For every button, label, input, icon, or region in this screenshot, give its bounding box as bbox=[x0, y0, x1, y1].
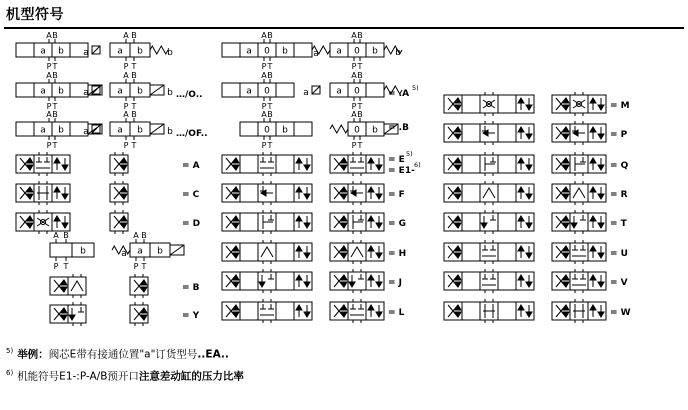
spool-cell-label: a bbox=[40, 125, 46, 136]
footnote-6-emphasis: 注意差动缸的压力比率 bbox=[138, 370, 244, 382]
port-p-label: P bbox=[261, 102, 267, 111]
port-p-label: P bbox=[261, 62, 267, 71]
flow-arrow-head bbox=[296, 246, 302, 251]
solenoid-a-label: a bbox=[83, 88, 89, 98]
flow-arrow-head bbox=[376, 282, 382, 287]
flow-arrow-head bbox=[376, 165, 382, 170]
spool-code-col3-2: = F bbox=[388, 190, 405, 200]
flow-arrow-head bbox=[526, 312, 532, 317]
port-a-label: A bbox=[261, 71, 267, 80]
spool-cell-label: a bbox=[117, 125, 123, 136]
spool-cell-label: b bbox=[58, 86, 64, 97]
spool-cell-label: a bbox=[117, 86, 123, 97]
footnote-5 bbox=[6, 342, 244, 364]
port-p-label: P bbox=[123, 102, 129, 111]
flow-path bbox=[71, 281, 83, 291]
port-t-label: T bbox=[63, 262, 69, 271]
flow-arrow-head bbox=[518, 127, 524, 132]
solenoid-a-label: a bbox=[303, 88, 309, 98]
flow-arrow-head bbox=[259, 282, 265, 287]
flow-arrow-head bbox=[304, 194, 310, 199]
footnote-5-mark: 5) bbox=[6, 347, 14, 355]
spool-code-e1: = E1- bbox=[388, 166, 415, 176]
port-b-label: B bbox=[131, 71, 137, 80]
solenoid-diagonal bbox=[150, 124, 164, 134]
function-symbol-e-right bbox=[330, 155, 384, 173]
solenoid-b-label: b bbox=[167, 127, 173, 137]
flow-arrow-head bbox=[590, 127, 596, 132]
flow-arrow-head bbox=[481, 223, 487, 228]
spool-code-col1-2: = D bbox=[182, 219, 201, 229]
port-t-label: T bbox=[131, 141, 137, 150]
function-symbol-col3-right-6 bbox=[330, 302, 384, 320]
flow-arrow-head bbox=[54, 187, 60, 192]
port-t-label: T bbox=[131, 102, 137, 111]
flow-arrow-head bbox=[304, 282, 310, 287]
spool-cell-label: 0 bbox=[264, 46, 270, 57]
spool-cell-label: b bbox=[80, 246, 86, 257]
function-symbol-col5-right-3 bbox=[552, 184, 606, 202]
solenoid-a-label: a bbox=[83, 127, 89, 137]
footnote-6-text: 机能符号E1-:P-A/B预开口 bbox=[17, 370, 139, 382]
solenoid-diagonal bbox=[312, 86, 320, 94]
solenoid-a-label: a bbox=[313, 49, 319, 59]
flow-arrow-head bbox=[590, 246, 596, 251]
spool-code-col5-6: = V bbox=[610, 278, 628, 288]
solenoid-diagonal bbox=[170, 245, 184, 255]
flow-arrow-head bbox=[69, 315, 75, 320]
port-t-label: T bbox=[52, 62, 58, 71]
flow-arrow-head bbox=[296, 305, 302, 310]
solenoid-a-label: a bbox=[83, 48, 89, 58]
footnotes bbox=[6, 342, 244, 385]
flow-arrow-head bbox=[598, 282, 604, 287]
flow-arrow-head bbox=[376, 253, 382, 258]
function-symbol-col5-right-5 bbox=[552, 243, 606, 261]
port-p-label: P bbox=[261, 141, 267, 150]
spool-cell-label: a bbox=[137, 246, 143, 257]
port-t-label: T bbox=[52, 141, 58, 150]
spool-code-col1-4: = Y bbox=[182, 311, 200, 321]
flow-arrow-head bbox=[376, 312, 382, 317]
port-a-label: A bbox=[123, 71, 129, 80]
port-a-label: A bbox=[46, 110, 52, 119]
flow-path bbox=[261, 247, 273, 257]
flow-arrow-head bbox=[376, 194, 382, 199]
flow-path bbox=[573, 188, 585, 198]
spool-code-col5-0: = M bbox=[610, 101, 630, 111]
flow-arrow-head bbox=[598, 165, 604, 170]
spool-code-col3-6: = L bbox=[388, 308, 405, 318]
footnote-5-code: ..EA.. bbox=[197, 348, 229, 361]
spool-code-e: = E bbox=[388, 155, 405, 165]
solenoid-diagonal bbox=[92, 125, 100, 133]
function-symbol-col5-right-4 bbox=[552, 213, 606, 231]
flow-arrow-head bbox=[62, 165, 68, 170]
flow-arrow-head bbox=[526, 194, 532, 199]
page-title: 机型符号 bbox=[6, 7, 64, 23]
flow-arrow-head bbox=[590, 305, 596, 310]
spool-code-col3-4: = H bbox=[388, 249, 407, 259]
port-a-label: A bbox=[351, 71, 357, 80]
footnote-6 bbox=[6, 364, 244, 386]
flow-arrow-head bbox=[518, 158, 524, 163]
flow-arrow-head bbox=[590, 216, 596, 221]
solenoid-a-label: a bbox=[121, 249, 127, 259]
flow-arrow-head bbox=[590, 98, 596, 103]
flow-arrow-head bbox=[518, 246, 524, 251]
solenoid-b-label: b bbox=[395, 48, 401, 58]
flow-arrow-head bbox=[368, 158, 374, 163]
spring-icon bbox=[150, 46, 168, 54]
flow-arrow-head bbox=[368, 246, 374, 251]
footnote-5-label: 举例： bbox=[17, 348, 49, 361]
spool-code-col1-0: = A bbox=[182, 161, 200, 171]
port-a-label: A bbox=[123, 31, 129, 40]
port-b-label: B bbox=[267, 71, 273, 80]
port-p-label: P bbox=[46, 102, 52, 111]
flow-arrow-head bbox=[304, 312, 310, 317]
flow-arrow-head bbox=[526, 223, 532, 228]
flow-arrow-head bbox=[296, 158, 302, 163]
spool-cell-label: 0 bbox=[354, 86, 360, 97]
port-t-label: T bbox=[141, 262, 147, 271]
flow-arrow-head bbox=[304, 253, 310, 258]
flow-arrow-head bbox=[54, 158, 60, 163]
flow-arrow-head bbox=[526, 105, 532, 110]
flow-arrow-head bbox=[368, 305, 374, 310]
port-p-label: P bbox=[53, 262, 59, 271]
spool-cell-label: b bbox=[137, 46, 143, 57]
flow-arrow-head bbox=[526, 253, 532, 258]
port-a-label: A bbox=[133, 231, 139, 240]
spool-cell-label: b bbox=[137, 86, 143, 97]
port-b-label: B bbox=[52, 71, 58, 80]
spool-code-e-note: 5) bbox=[406, 150, 413, 158]
flow-path bbox=[351, 247, 363, 257]
flow-arrow-head bbox=[590, 158, 596, 163]
flow-arrow-head bbox=[526, 134, 532, 139]
flow-arrow-head bbox=[376, 223, 382, 228]
port-p-label: P bbox=[123, 62, 129, 71]
flow-arrow-head bbox=[296, 216, 302, 221]
port-p-label: P bbox=[351, 141, 357, 150]
spool-cell-label: b bbox=[157, 246, 163, 257]
port-a-label: A bbox=[261, 31, 267, 40]
spool-cell-label: 0 bbox=[264, 86, 270, 97]
function-symbol-col1-0 bbox=[16, 155, 70, 173]
footnote-6-mark: 6) bbox=[6, 368, 14, 377]
flow-arrow-head bbox=[598, 312, 604, 317]
port-b-label: B bbox=[141, 231, 147, 240]
spring-icon bbox=[330, 125, 348, 133]
port-t-label: T bbox=[52, 102, 58, 111]
function-symbol-col3-right-5 bbox=[330, 272, 384, 290]
port-b-label: B bbox=[63, 231, 69, 240]
footnote-5-text: 阀芯E带有接通位置"a"订货型号 bbox=[48, 348, 198, 361]
spool-code-col3-3: = G bbox=[388, 219, 407, 229]
function-symbol-col3-right-4 bbox=[330, 243, 384, 261]
port-p-label: P bbox=[46, 141, 52, 150]
spool-cell-label: a bbox=[40, 86, 46, 97]
variant-a-label: = .A bbox=[388, 89, 410, 99]
flow-arrow-head bbox=[518, 275, 524, 280]
spool-cell-label: a bbox=[336, 46, 342, 57]
port-b-label: B bbox=[131, 31, 137, 40]
port-t-label: T bbox=[357, 62, 363, 71]
solenoid-diagonal bbox=[92, 46, 100, 54]
flow-path bbox=[483, 188, 495, 198]
port-t-label: T bbox=[131, 62, 137, 71]
spool-code-col5-2: = Q bbox=[610, 161, 629, 171]
variant-a-note: 5) bbox=[412, 84, 419, 92]
spool-code-col5-5: = U bbox=[610, 249, 628, 259]
spool-code-col5-4: = T bbox=[610, 219, 627, 229]
flow-arrow-head bbox=[526, 165, 532, 170]
port-p-label: P bbox=[123, 141, 129, 150]
flow-arrow-head bbox=[598, 194, 604, 199]
flow-arrow-head bbox=[518, 98, 524, 103]
spool-cell-label: b bbox=[58, 125, 64, 136]
flow-arrow-head bbox=[598, 105, 604, 110]
flow-arrow-head bbox=[571, 223, 577, 228]
variant-b-label: = .B bbox=[388, 123, 409, 133]
spool-code-col1-3: = B bbox=[182, 283, 200, 293]
spool-code-col5-3: = R bbox=[610, 190, 628, 200]
solenoid-diagonal bbox=[150, 85, 164, 95]
flow-arrow-head bbox=[518, 216, 524, 221]
spool-cell-label: b bbox=[282, 46, 288, 57]
flow-arrow-head bbox=[526, 282, 532, 287]
flow-arrow-head bbox=[296, 275, 302, 280]
port-t-label: T bbox=[267, 62, 273, 71]
flow-arrow-head bbox=[368, 275, 374, 280]
port-t-label: T bbox=[267, 102, 273, 111]
port-t-label: T bbox=[357, 102, 363, 111]
port-a-label: A bbox=[351, 31, 357, 40]
port-t-label: T bbox=[357, 141, 363, 150]
port-b-label: B bbox=[267, 31, 273, 40]
spool-cell-label: b bbox=[137, 125, 143, 136]
spool-cell-label: a bbox=[246, 86, 252, 97]
port-b-label: B bbox=[52, 110, 58, 119]
spool-code-e1-note: 6) bbox=[414, 161, 421, 169]
port-a-label: A bbox=[46, 31, 52, 40]
spool-cell-label: 0 bbox=[354, 125, 360, 136]
flow-arrow-head bbox=[62, 223, 68, 228]
port-p-label: P bbox=[351, 102, 357, 111]
solenoid-b-label: b bbox=[167, 48, 173, 58]
flow-arrow-head bbox=[518, 187, 524, 192]
solenoid-diagonal bbox=[92, 86, 100, 94]
flow-arrow-head bbox=[590, 187, 596, 192]
flow-arrow-head bbox=[368, 216, 374, 221]
port-b-label: B bbox=[131, 110, 137, 119]
flow-arrow-head bbox=[368, 187, 374, 192]
flow-arrow-head bbox=[598, 223, 604, 228]
flow-arrow-head bbox=[304, 165, 310, 170]
flow-arrow-head bbox=[62, 194, 68, 199]
spool-cell-label: 0 bbox=[264, 125, 270, 136]
flow-arrow-head bbox=[598, 253, 604, 258]
port-a-label: A bbox=[46, 71, 52, 80]
flow-arrow-head bbox=[518, 305, 524, 310]
flow-arrow-head bbox=[349, 282, 355, 287]
variant-of-label: …/OF.. bbox=[176, 129, 208, 139]
port-a-label: A bbox=[261, 110, 267, 119]
spool-cell-label: a bbox=[40, 46, 46, 57]
spool-cell-label: b bbox=[372, 46, 378, 57]
port-b-label: B bbox=[357, 71, 363, 80]
spool-cell-label: a bbox=[246, 46, 252, 57]
spool-code-col3-5: = J bbox=[388, 278, 403, 288]
spool-cell-label: b bbox=[372, 125, 378, 136]
port-p-label: P bbox=[351, 62, 357, 71]
spool-cell-label: a bbox=[336, 86, 342, 97]
port-b-label: B bbox=[267, 110, 273, 119]
spool-code-col5-1: = P bbox=[610, 130, 628, 140]
spool-cell-label: a bbox=[117, 46, 123, 57]
port-a-label: A bbox=[123, 110, 129, 119]
port-p-label: P bbox=[133, 262, 139, 271]
port-b-label: B bbox=[357, 31, 363, 40]
port-a-label: A bbox=[53, 231, 59, 240]
spool-cell-label: b bbox=[282, 125, 288, 136]
flow-arrow-head bbox=[54, 216, 60, 221]
spool-code-col5-7: = W bbox=[610, 308, 631, 318]
spool-code-col1-1: = C bbox=[182, 190, 200, 200]
flow-arrow-head bbox=[304, 223, 310, 228]
spool-cell-label: 0 bbox=[354, 46, 360, 57]
port-b-label: B bbox=[52, 31, 58, 40]
function-symbol-col5-right-6 bbox=[552, 272, 606, 290]
port-p-label: P bbox=[46, 62, 52, 71]
port-b-label: B bbox=[357, 110, 363, 119]
port-t-label: T bbox=[267, 141, 273, 150]
spool-cell-label: b bbox=[58, 46, 64, 57]
variant-o-label: …/O.. bbox=[176, 90, 203, 100]
flow-arrow-head bbox=[590, 275, 596, 280]
flow-arrow-head bbox=[598, 134, 604, 139]
solenoid-b-label: b bbox=[167, 88, 173, 98]
flow-arrow-head bbox=[296, 187, 302, 192]
port-a-label: A bbox=[351, 110, 357, 119]
